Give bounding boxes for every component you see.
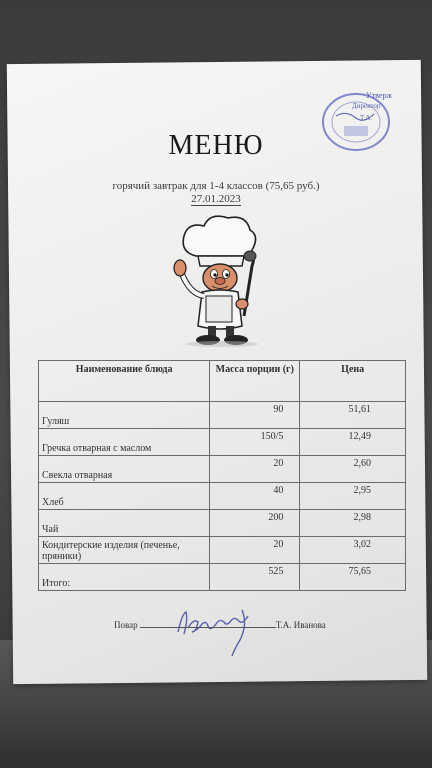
mass-cell <box>210 483 300 510</box>
mass-cell <box>210 429 300 456</box>
price-cell <box>300 456 406 483</box>
table-row <box>39 402 406 429</box>
dish-name-cell <box>39 510 210 537</box>
dish-mass: 200 <box>268 512 284 523</box>
dish-price: 2,95 <box>353 485 371 496</box>
dish-name: Гречка отварная с маслом <box>42 443 152 454</box>
chef-illustration <box>162 212 274 348</box>
dish-price: 2,98 <box>353 512 371 523</box>
table-row <box>39 429 406 456</box>
dish-name: Гуляш <box>42 416 70 427</box>
dish-mass: 20 <box>273 539 284 550</box>
dish-name: Кондитерские изделия (печенье, пряники) <box>42 540 180 562</box>
dish-name: Чай <box>42 524 59 535</box>
price-cell <box>300 483 406 510</box>
dish-name: Хлеб <box>42 497 64 508</box>
price-cell <box>300 510 406 537</box>
total-price-cell <box>300 564 406 591</box>
mass-cell <box>210 537 300 564</box>
mass-cell <box>210 402 300 429</box>
table-row <box>39 483 406 510</box>
date-text: 27.01.2023 <box>191 193 241 205</box>
total-mass: 525 <box>268 566 284 577</box>
menu-date <box>0 193 432 205</box>
dish-name-cell <box>39 483 210 510</box>
header-portion-mass: Масса порции (г) <box>210 361 300 402</box>
total-mass-cell <box>210 564 300 591</box>
svg-text:Утверж: Утверж <box>366 91 392 100</box>
total-label: Итого: <box>42 578 71 589</box>
dish-name: Свекла отварная <box>42 470 113 481</box>
page-title: МЕНЮ <box>168 130 264 161</box>
header-price: Цена <box>300 361 406 402</box>
table-header-row <box>39 361 406 402</box>
dish-price: 3,02 <box>353 539 371 550</box>
dish-mass: 90 <box>273 404 284 415</box>
svg-text:Директор: Директор <box>352 102 381 110</box>
dish-name-cell <box>39 402 210 429</box>
dish-name-cell <box>39 537 210 564</box>
table-row <box>39 510 406 537</box>
total-label-cell <box>39 564 210 591</box>
signature-underline <box>140 626 276 628</box>
table-row <box>39 456 406 483</box>
price-cell <box>300 429 406 456</box>
svg-text:Т.А.: Т.А. <box>360 114 373 122</box>
table-row-total <box>39 564 406 591</box>
menu-table <box>38 360 406 591</box>
dish-name-cell <box>39 456 210 483</box>
mass-cell <box>210 510 300 537</box>
dish-name-cell <box>39 429 210 456</box>
menu-subtitle: горячий завтрак для 1-4 классов (75,65 руб.) <box>112 180 320 192</box>
price-cell <box>300 537 406 564</box>
cook-name: Т.А. Иванова <box>275 620 326 630</box>
table-row <box>39 537 406 564</box>
dish-mass: 150/5 <box>260 431 284 442</box>
dish-price: 2,60 <box>353 458 371 469</box>
dish-price: 12,49 <box>348 431 371 442</box>
cook-signature-line <box>114 620 326 630</box>
dish-mass: 20 <box>273 458 284 469</box>
dish-mass: 40 <box>273 485 284 496</box>
mass-cell <box>210 456 300 483</box>
total-price: 75,65 <box>348 566 371 577</box>
header-dish-name: Наименование блюда <box>39 361 210 402</box>
price-cell <box>300 402 406 429</box>
dish-price: 51,61 <box>348 404 371 415</box>
cook-label: Повар <box>114 620 138 630</box>
